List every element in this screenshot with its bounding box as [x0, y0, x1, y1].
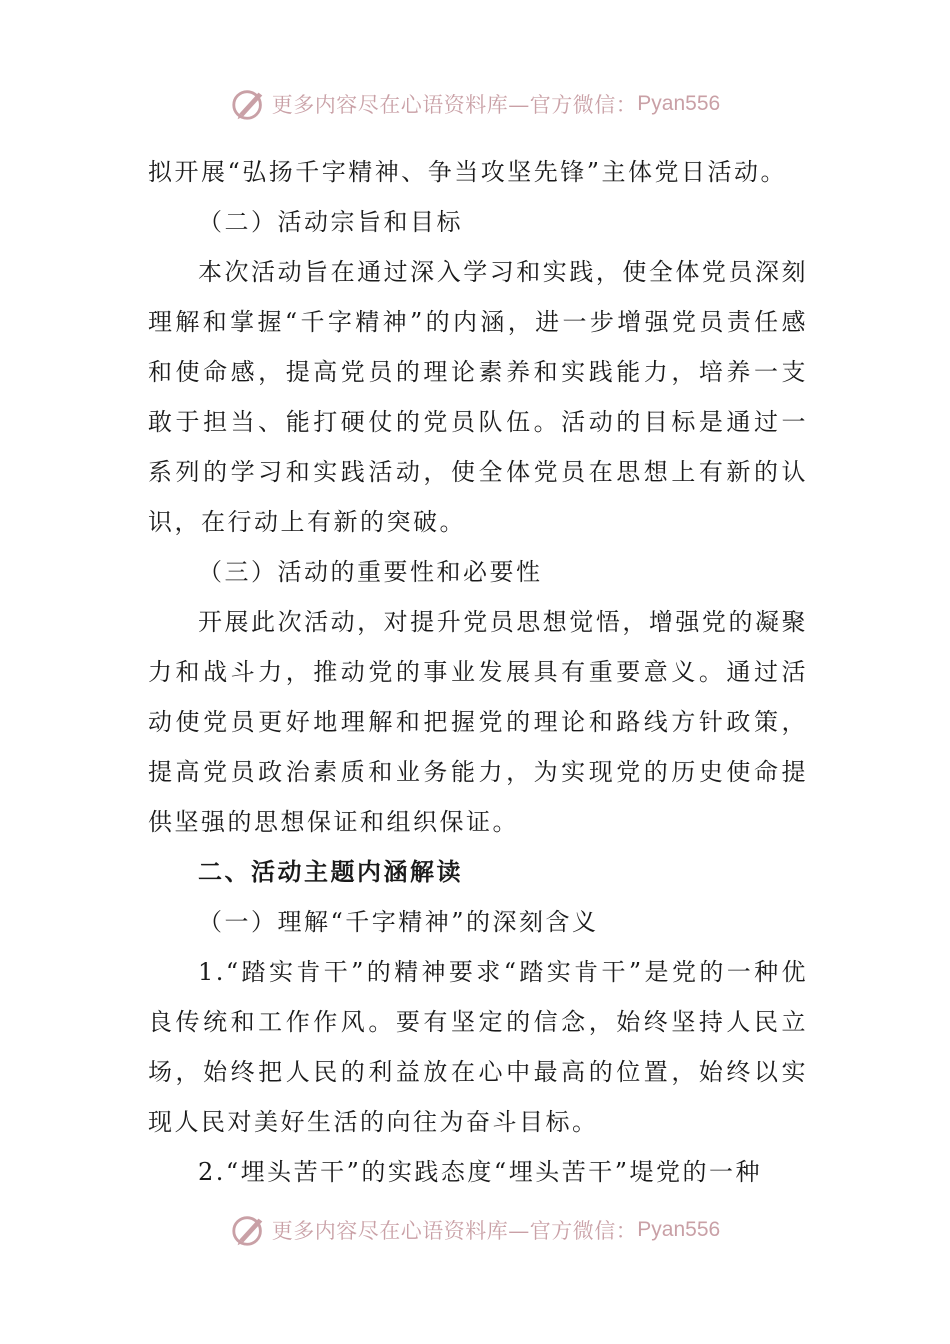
paragraph-importance: 开展此次活动，对提升党员思想觉悟，增强党的凝聚力和战斗力，推动党的事业发展具有重要意义。通过活动使党员更好地理解和把握党的理论和路线方针政策，提高党员政治素质和业务能力，为实现党的历史使命提供坚强的思想保证和组织保证。 — [148, 608, 808, 836]
section-heading-1: （一）理解“千字精神”的深刻含义 — [198, 908, 599, 936]
paragraph-1: 拟开展“弘扬千字精神、争当攻坚先锋”主体党日活动。 — [148, 158, 788, 186]
watermark-text: 更多内容尽在心语资料库—官方微信： — [271, 1219, 638, 1243]
section-heading-3: （三）活动的重要性和必要性 — [198, 558, 543, 586]
watermark-banner-bottom — [0, 1210, 950, 1250]
pen-logo-icon — [230, 1211, 268, 1249]
pen-logo-icon — [230, 85, 268, 123]
section-heading-2: （二）活动宗旨和目标 — [198, 208, 463, 236]
watermark-text: 更多内容尽在心语资料库—官方微信： — [271, 93, 638, 117]
chapter-heading: 二、活动主题内涵解读 — [198, 858, 463, 886]
paragraph-item-2: 2.“埋头苦干”的实践态度“埋头苦干”堤党的一种 — [198, 1158, 762, 1186]
paragraph-purpose: 本次活动旨在通过深入学习和实践，使全体党员深刻理解和掌握“千字精神”的内涵，进一步增强党员责任感和使命感，提高党员的理论素养和实践能力，培养一支敢于担当、能打硬仗的党员队伍。活动的目标是通过一系列的学习和实践活动，使全体党员在思想上有新的认识，在行动上有新的突破。 — [148, 258, 808, 536]
paragraph-item-1: 1.“踏实肯干”的精神要求“踏实肯干”是党的一种优良传统和工作作风。要有坚定的信念，始终坚持人民立场，始终把人民的利益放在心中最高的位置，始终以实现人民对美好生活的向往为奋斗目标。 — [148, 958, 808, 1136]
watermark-id: Pyan556 — [637, 1218, 721, 1241]
watermark-id: Pyan556 — [637, 92, 721, 115]
watermark-banner-top — [0, 84, 950, 124]
document-body — [148, 147, 808, 1197]
